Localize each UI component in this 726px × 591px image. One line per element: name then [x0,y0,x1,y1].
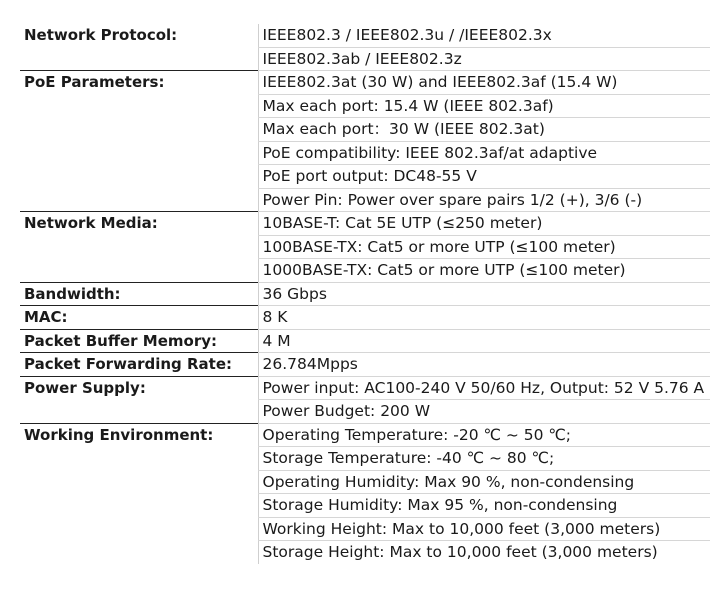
spec-value: IEEE802.3 / IEEE802.3u / /IEEE802.3x [258,24,710,47]
spec-label: Working Environment: [20,423,258,564]
spec-value: Storage Temperature: -40 ℃ ~ 80 ℃; [258,447,710,471]
spec-value: Max each port: 15.4 W (IEEE 802.3af) [258,94,710,118]
spec-value: PoE port output: DC48-55 V [258,165,710,189]
spec-value: Power input: AC100-240 V 50/60 Hz, Output: 52 V 5.76 A [258,376,710,400]
spec-label: PoE Parameters: [20,71,258,212]
spec-value: 36 Gbps [258,282,710,306]
spec-row [20,212,710,236]
spec-value: 4 M [258,329,710,353]
specifications-table [20,24,710,564]
spec-value: Operating Humidity: Max 90 %, non-condensing [258,470,710,494]
spec-value: Working Height: Max to 10,000 feet (3,000 meters) [258,517,710,541]
spec-value: 10BASE-T: Cat 5E UTP (≤250 meter) [258,212,710,236]
spec-value: Power Pin: Power over spare pairs 1/2 (+), 3/6 (-) [258,188,710,212]
spec-row [20,71,710,95]
spec-label: Power Supply: [20,376,258,423]
spec-value: Storage Height: Max to 10,000 feet (3,000 meters) [258,541,710,564]
specifications-table-body [20,24,710,564]
spec-value: 1000BASE-TX: Cat5 or more UTP (≤100 meter) [258,259,710,283]
spec-label: Network Protocol: [24,26,178,44]
spec-label: Bandwidth: [20,282,258,306]
spec-value: Max each port：30 W (IEEE 802.3at) [258,118,710,142]
spec-value: Power Budget: 200 W [258,400,710,424]
spec-row [20,376,710,400]
spec-value: Storage Humidity: Max 95 %, non-condensing [258,494,710,518]
spec-row [20,423,710,447]
spec-value: IEEE802.3ab / IEEE802.3z [258,47,710,71]
spec-value: 26.784Mpps [258,353,710,377]
spec-row [20,282,710,306]
spec-row [20,24,710,47]
spec-label: Network Media: [20,212,258,283]
spec-value: PoE compatibility: IEEE 802.3af/at adaptive [258,141,710,165]
spec-label: MAC: [20,306,258,330]
spec-value: 8 K [258,306,710,330]
spec-row [20,329,710,353]
spec-row [20,353,710,377]
spec-value: 100BASE-TX: Cat5 or more UTP (≤100 meter) [258,235,710,259]
spec-label: Packet Forwarding Rate: [20,353,258,377]
spec-label: Packet Buffer Memory: [20,329,258,353]
spec-value: Operating Temperature: -20 ℃ ~ 50 ℃; [258,423,710,447]
spec-row [20,306,710,330]
spec-value: IEEE802.3at (30 W) and IEEE802.3af (15.4 W) [258,71,710,95]
